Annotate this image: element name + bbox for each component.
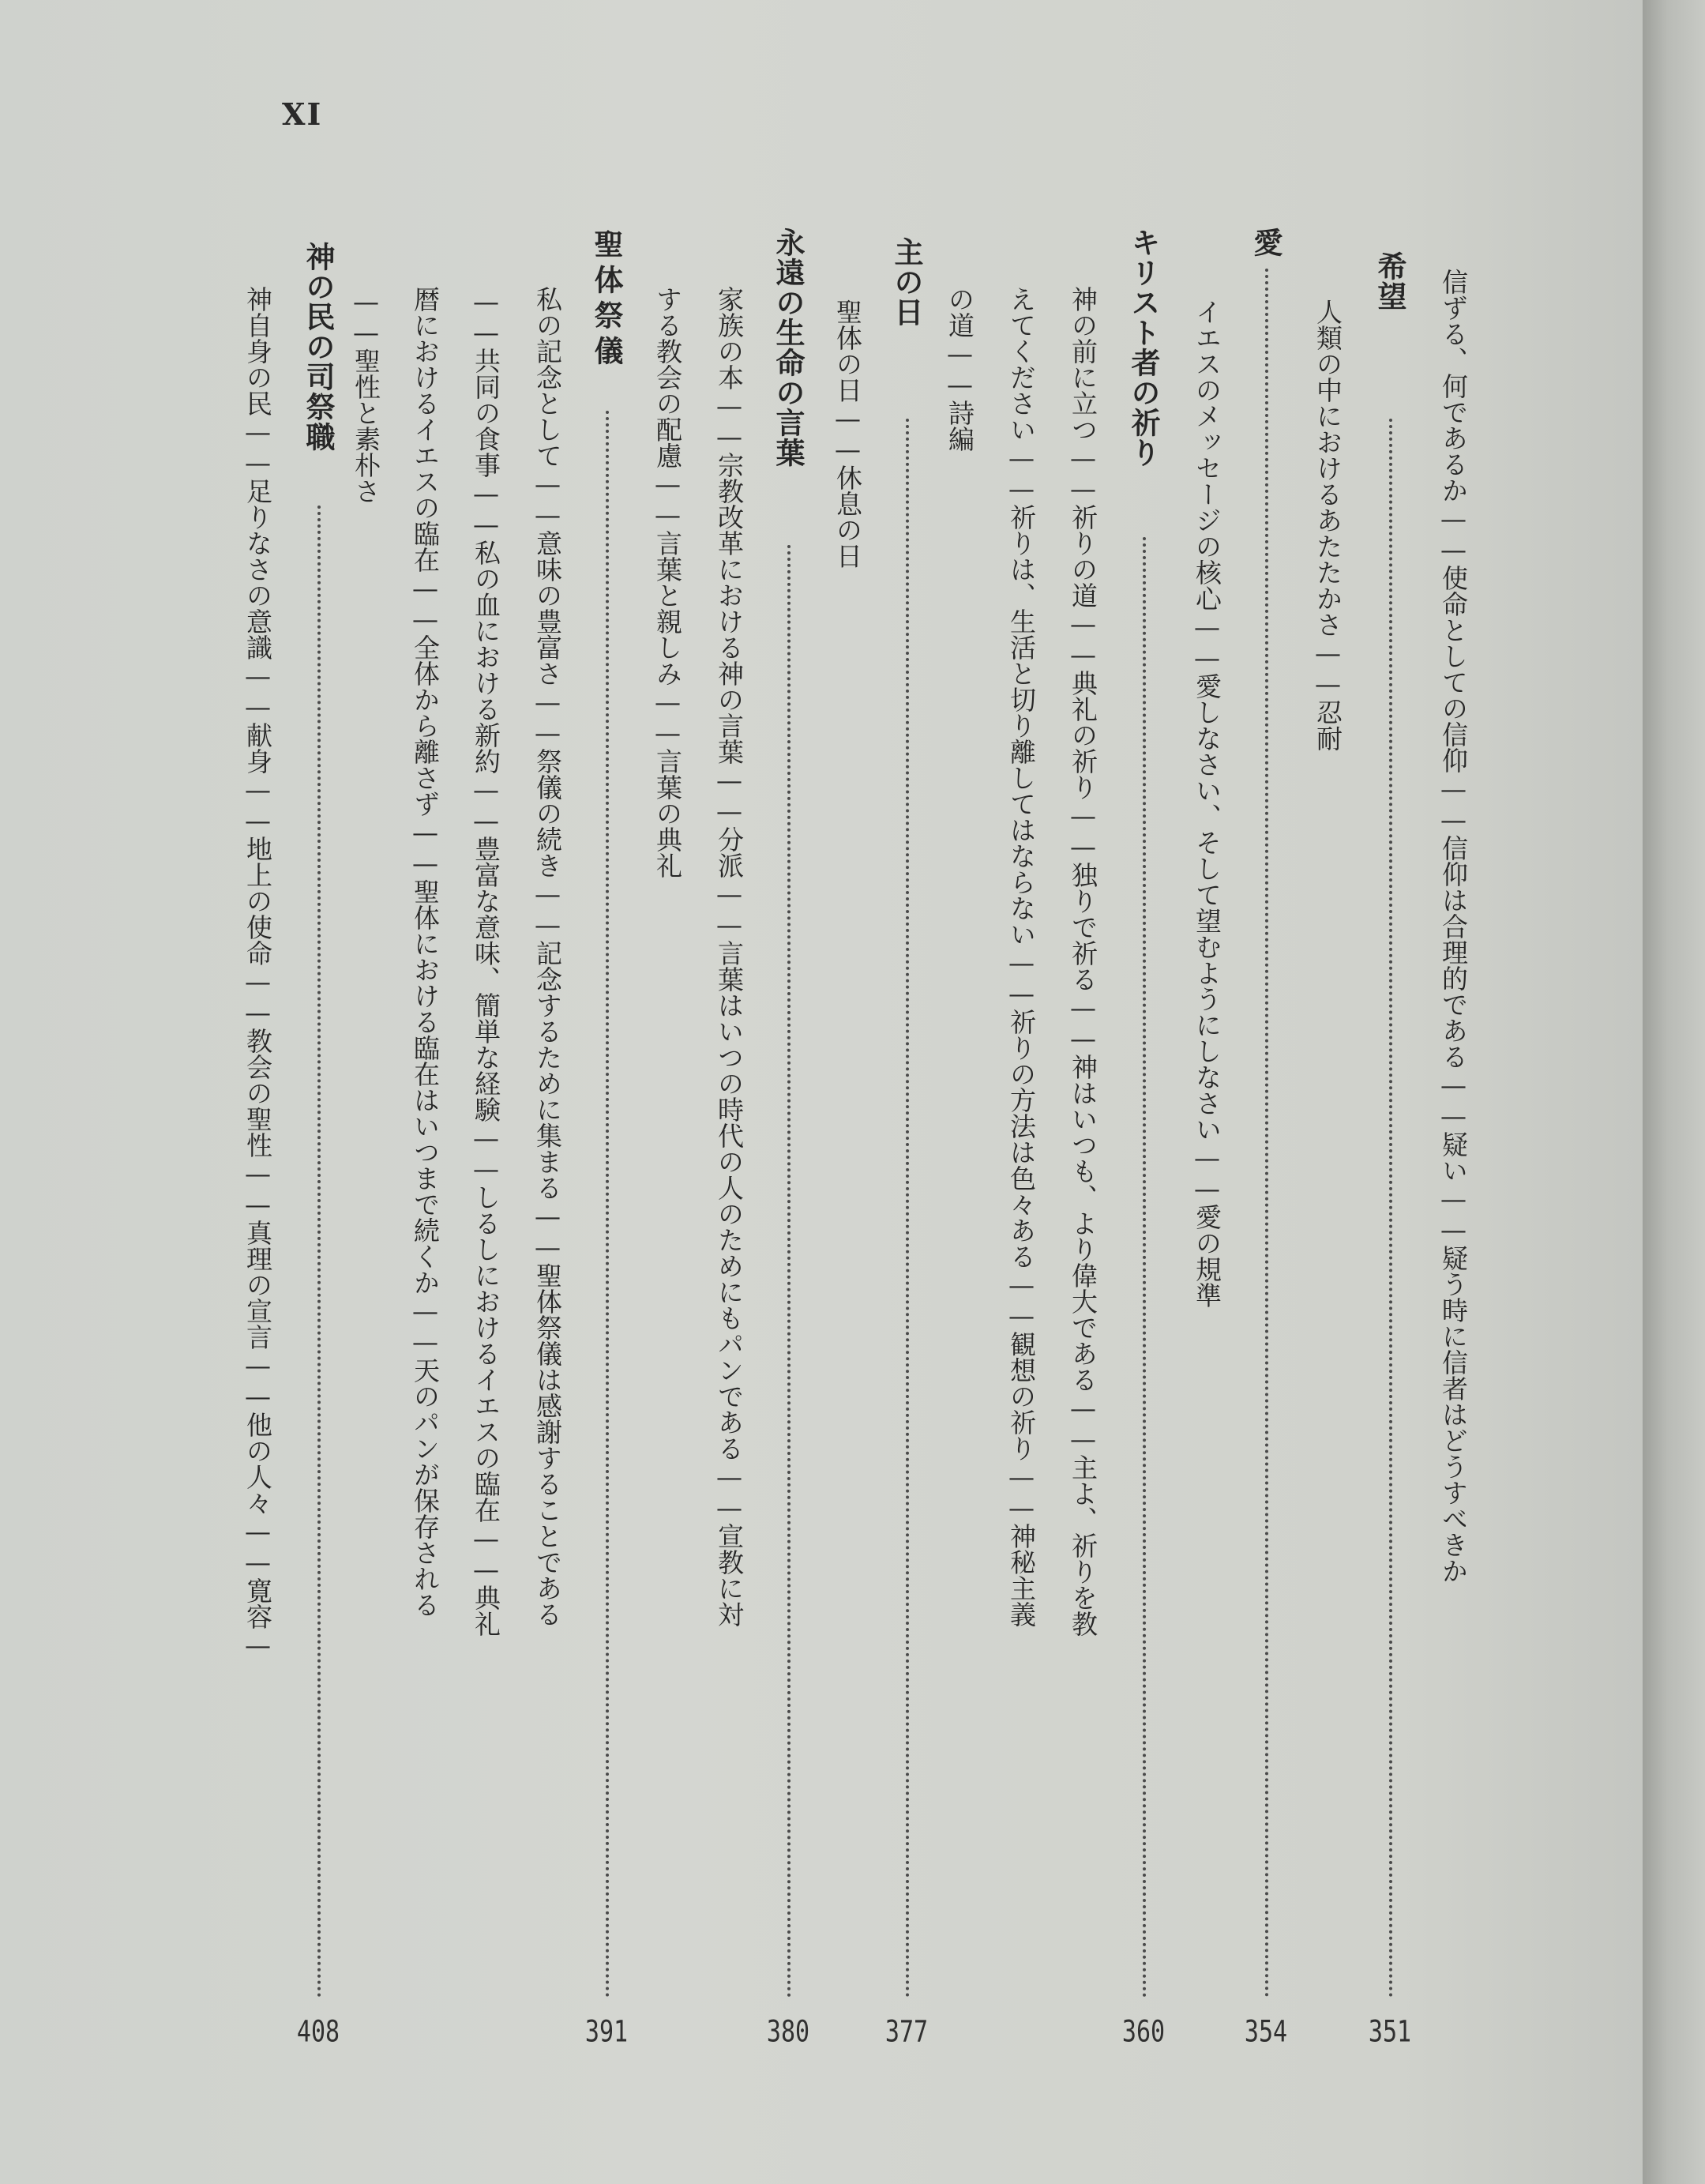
page-edge-shadow <box>1643 0 1705 2184</box>
toc-subtitle-text: 暦におけるイエスの臨在——全体から離さず——聖体における臨在はいつまで続くか——天のパンが保存される <box>410 286 441 1618</box>
page-number: XI <box>282 96 323 132</box>
toc-subtitle-text: 神の前に立つ——祈りの道——典礼の祈り——独りで祈る——神はいつも、より偉大である——主よ、祈りを教 <box>1068 286 1098 1637</box>
toc-entry-page: 351 <box>1368 2014 1412 2050</box>
toc-entry-page: 360 <box>1121 2014 1166 2050</box>
toc-subtitle-text: 神自身の民——足りなさの意識——献身——地上の使命——教会の聖性——真理の宣言——他の人々——寛容— <box>242 286 273 1660</box>
toc-subtitle-text: えてください——祈りは、生活と切り離してはならない——祈りの方法は色々ある——観想の祈り——神秘主義 <box>1006 286 1037 1627</box>
toc-entry-title: 主の日 <box>889 237 924 327</box>
toc-entry-page: 354 <box>1244 2014 1288 2050</box>
toc-subtitle-text: 家族の本——宗教改革における神の言葉——分派——言葉はいつの時代の人のためにもパンである——宣教に対 <box>714 286 745 1627</box>
toc-entry-title: 神の民の司祭職 <box>301 242 336 452</box>
toc-subtitle-text: 聖体の日——休息の日 <box>832 299 863 569</box>
toc-subtitle-text: 信ずる、何であるか——使命としての信仰——信仰は合理的である——疑い——疑う時に信者はどうすべきか <box>1438 269 1469 1584</box>
dot-leader <box>906 419 909 1998</box>
toc-subtitle-text: ——共同の食事——私の血における新約——豊富な意味、簡単な経験——しるしにおけるイエスの臨在——典礼 <box>471 286 501 1637</box>
dot-leader <box>606 411 609 1998</box>
dot-leader <box>317 506 321 1998</box>
dot-leader <box>787 545 791 1998</box>
toc-subtitle-text: ——聖性と素朴さ <box>351 286 381 504</box>
dot-leader <box>1143 537 1146 1998</box>
dot-leader <box>1389 419 1392 1998</box>
toc-entry-title: 希望 <box>1373 251 1407 311</box>
toc-entry-title: 永遠の生命の言葉 <box>771 227 806 468</box>
toc-subtitle-text: 私の記念として——意味の豊富さ——祭儀の続き——記念するために集まる——聖体祭儀は感謝することである <box>532 286 563 1627</box>
toc-subtitle-text: する教会の配慮——言葉と親しみ——言葉の典礼 <box>652 286 683 878</box>
toc-subtitle-text: イエスのメッセージの核心——愛しなさい、そして望むようにしなさい——愛の規準 <box>1192 299 1222 1308</box>
toc-subtitle-text: の道——詩編 <box>945 286 975 452</box>
toc-entry-page: 380 <box>766 2014 810 2050</box>
toc-entry-title: キリスト者の祈り <box>1126 227 1161 468</box>
toc-entry-page: 377 <box>884 2014 929 2050</box>
toc-subtitle-text: 人類の中におけるあたたかさ——忍耐 <box>1313 299 1343 751</box>
toc-entry-title: 愛 <box>1249 227 1283 257</box>
dot-leader <box>1265 269 1268 1998</box>
toc-entry-page: 391 <box>584 2014 629 2050</box>
toc-entry-title: 聖体祭儀 <box>589 229 624 371</box>
toc-entry-page: 408 <box>296 2014 340 2050</box>
